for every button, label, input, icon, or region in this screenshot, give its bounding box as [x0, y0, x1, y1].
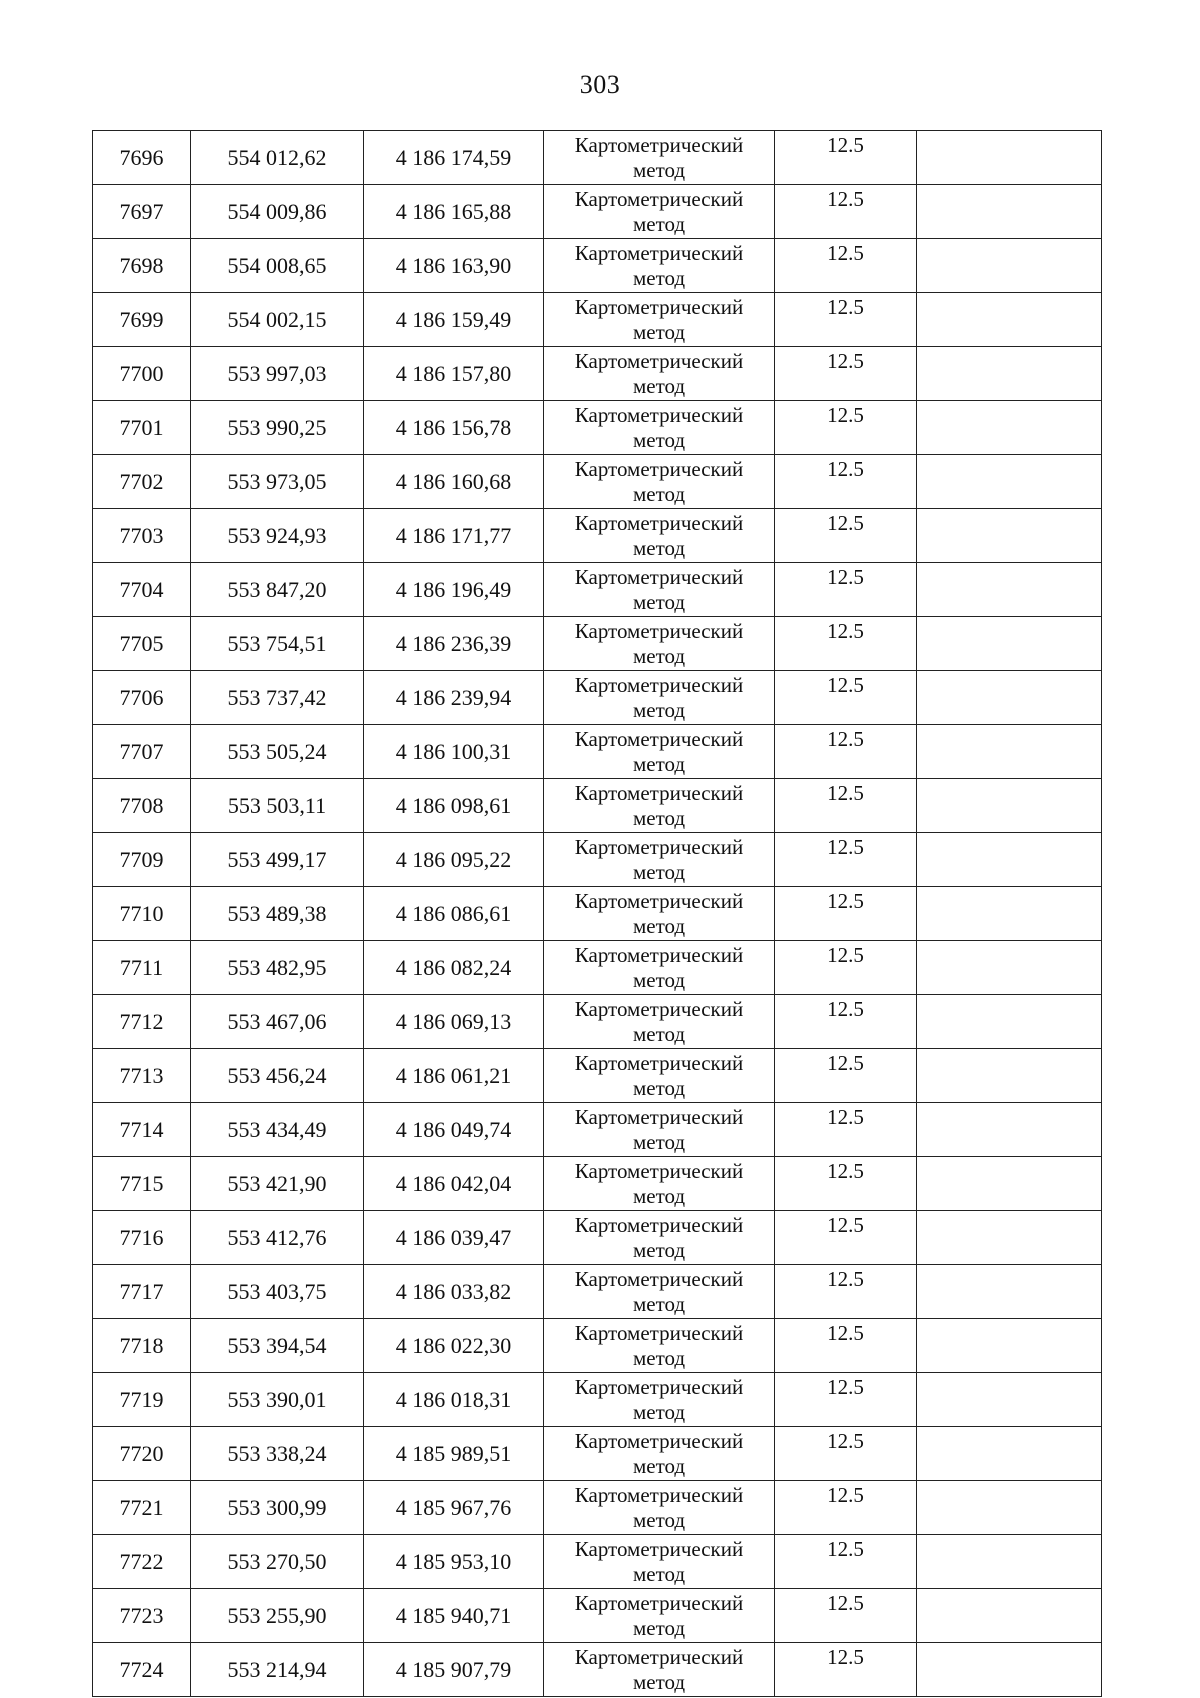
- point-number-cell: 7704: [93, 563, 191, 617]
- note-cell: [917, 1319, 1102, 1373]
- method-line2: метод: [632, 590, 686, 614]
- point-number-cell: 7707: [93, 725, 191, 779]
- note-cell: [917, 1427, 1102, 1481]
- method-cell: [544, 1481, 775, 1535]
- x-coordinate-cell: 553 754,51: [191, 617, 364, 671]
- x-coordinate-cell: 553 482,95: [191, 941, 364, 995]
- accuracy-cell: 12.5: [775, 725, 917, 779]
- accuracy-cell: 12.5: [775, 779, 917, 833]
- x-coordinate-cell: 553 255,90: [191, 1589, 364, 1643]
- x-coordinate-cell: 553 412,76: [191, 1211, 364, 1265]
- point-number-cell: 7711: [93, 941, 191, 995]
- method-cell: [544, 779, 775, 833]
- method-line1: Картометрический: [574, 295, 744, 319]
- method-cell: [544, 1535, 775, 1589]
- y-coordinate-cell: 4 186 171,77: [364, 509, 544, 563]
- x-coordinate-cell: 553 489,38: [191, 887, 364, 941]
- method-line2: метод: [632, 1454, 686, 1478]
- method-line1: Картометрический: [574, 1375, 744, 1399]
- accuracy-cell: 12.5: [775, 1589, 917, 1643]
- method-line1: Картометрический: [574, 1429, 744, 1453]
- method-line1: Картометрический: [574, 1159, 744, 1183]
- method-line2: метод: [632, 1508, 686, 1532]
- accuracy-cell: 12.5: [775, 671, 917, 725]
- method-cell: [544, 455, 775, 509]
- x-coordinate-cell: 554 012,62: [191, 131, 364, 185]
- method-cell: [544, 1427, 775, 1481]
- method-line1: Картометрический: [574, 1051, 744, 1075]
- accuracy-cell: 12.5: [775, 293, 917, 347]
- table-row: [93, 401, 1102, 455]
- note-cell: [917, 1481, 1102, 1535]
- y-coordinate-cell: 4 186 039,47: [364, 1211, 544, 1265]
- method-line1: Картометрический: [574, 187, 744, 211]
- accuracy-cell: 12.5: [775, 941, 917, 995]
- accuracy-cell: 12.5: [775, 455, 917, 509]
- method-line2: метод: [632, 266, 686, 290]
- x-coordinate-cell: 553 434,49: [191, 1103, 364, 1157]
- y-coordinate-cell: 4 186 033,82: [364, 1265, 544, 1319]
- method-line2: метод: [632, 212, 686, 236]
- method-line1: Картометрический: [574, 835, 744, 859]
- accuracy-cell: 12.5: [775, 1373, 917, 1427]
- note-cell: [917, 1157, 1102, 1211]
- accuracy-cell: 12.5: [775, 1643, 917, 1697]
- method-cell: [544, 833, 775, 887]
- accuracy-cell: 12.5: [775, 995, 917, 1049]
- point-number-cell: 7716: [93, 1211, 191, 1265]
- note-cell: [917, 401, 1102, 455]
- table-row: [93, 995, 1102, 1049]
- method-cell: [544, 1589, 775, 1643]
- x-coordinate-cell: 553 338,24: [191, 1427, 364, 1481]
- point-number-cell: 7714: [93, 1103, 191, 1157]
- y-coordinate-cell: 4 185 940,71: [364, 1589, 544, 1643]
- method-line2: метод: [632, 1562, 686, 1586]
- method-line2: метод: [632, 644, 686, 668]
- method-cell: [544, 1373, 775, 1427]
- method-line2: метод: [632, 806, 686, 830]
- method-line1: Картометрический: [574, 349, 744, 373]
- note-cell: [917, 1103, 1102, 1157]
- method-line1: Картометрический: [574, 1483, 744, 1507]
- y-coordinate-cell: 4 186 196,49: [364, 563, 544, 617]
- method-cell: [544, 1211, 775, 1265]
- method-cell: [544, 239, 775, 293]
- method-line1: Картометрический: [574, 619, 744, 643]
- method-line2: метод: [632, 1616, 686, 1640]
- table-row: [93, 941, 1102, 995]
- point-number-cell: 7720: [93, 1427, 191, 1481]
- method-line2: метод: [632, 860, 686, 884]
- table-row: [93, 185, 1102, 239]
- point-number-cell: 7699: [93, 293, 191, 347]
- point-number-cell: 7719: [93, 1373, 191, 1427]
- method-line2: метод: [632, 482, 686, 506]
- method-line1: Картометрический: [574, 511, 744, 535]
- y-coordinate-cell: 4 186 069,13: [364, 995, 544, 1049]
- y-coordinate-cell: 4 186 082,24: [364, 941, 544, 995]
- y-coordinate-cell: 4 186 061,21: [364, 1049, 544, 1103]
- table-row: [93, 1481, 1102, 1535]
- table-row: [93, 1535, 1102, 1589]
- x-coordinate-cell: 553 990,25: [191, 401, 364, 455]
- method-line2: метод: [632, 914, 686, 938]
- accuracy-cell: 12.5: [775, 401, 917, 455]
- point-number-cell: 7703: [93, 509, 191, 563]
- method-cell: [544, 131, 775, 185]
- note-cell: [917, 1049, 1102, 1103]
- method-cell: [544, 185, 775, 239]
- method-cell: [544, 725, 775, 779]
- y-coordinate-cell: 4 185 989,51: [364, 1427, 544, 1481]
- method-cell: [544, 401, 775, 455]
- point-number-cell: 7702: [93, 455, 191, 509]
- method-line2: метод: [632, 1022, 686, 1046]
- y-coordinate-cell: 4 186 160,68: [364, 455, 544, 509]
- method-line2: метод: [632, 752, 686, 776]
- note-cell: [917, 941, 1102, 995]
- table-row: [93, 833, 1102, 887]
- method-line1: Картометрический: [574, 997, 744, 1021]
- method-line1: Картометрический: [574, 403, 744, 427]
- table-row: [93, 725, 1102, 779]
- accuracy-cell: 12.5: [775, 563, 917, 617]
- point-number-cell: 7701: [93, 401, 191, 455]
- x-coordinate-cell: 553 403,75: [191, 1265, 364, 1319]
- table-row: [93, 1049, 1102, 1103]
- note-cell: [917, 1265, 1102, 1319]
- method-cell: [544, 995, 775, 1049]
- table-row: [93, 1427, 1102, 1481]
- x-coordinate-cell: 553 390,01: [191, 1373, 364, 1427]
- table-row: [93, 1319, 1102, 1373]
- y-coordinate-cell: 4 186 049,74: [364, 1103, 544, 1157]
- x-coordinate-cell: 553 503,11: [191, 779, 364, 833]
- table-row: [93, 887, 1102, 941]
- note-cell: [917, 1211, 1102, 1265]
- accuracy-cell: 12.5: [775, 131, 917, 185]
- point-number-cell: 7705: [93, 617, 191, 671]
- point-number-cell: 7706: [93, 671, 191, 725]
- accuracy-cell: 12.5: [775, 1157, 917, 1211]
- x-coordinate-cell: 553 214,94: [191, 1643, 364, 1697]
- method-line1: Картометрический: [574, 781, 744, 805]
- point-number-cell: 7712: [93, 995, 191, 1049]
- accuracy-cell: 12.5: [775, 1211, 917, 1265]
- y-coordinate-cell: 4 186 157,80: [364, 347, 544, 401]
- note-cell: [917, 239, 1102, 293]
- method-line2: метод: [632, 536, 686, 560]
- table-row: [93, 563, 1102, 617]
- method-line2: метод: [632, 968, 686, 992]
- method-line2: метод: [632, 158, 686, 182]
- method-line1: Картометрический: [574, 943, 744, 967]
- x-coordinate-cell: 553 997,03: [191, 347, 364, 401]
- method-cell: [544, 563, 775, 617]
- table-row: [93, 455, 1102, 509]
- note-cell: [917, 455, 1102, 509]
- method-line1: Картометрический: [574, 673, 744, 697]
- note-cell: [917, 617, 1102, 671]
- accuracy-cell: 12.5: [775, 1319, 917, 1373]
- method-line2: метод: [632, 374, 686, 398]
- method-line1: Картометрический: [574, 1105, 744, 1129]
- x-coordinate-cell: 554 009,86: [191, 185, 364, 239]
- accuracy-cell: 12.5: [775, 347, 917, 401]
- table-row: [93, 1265, 1102, 1319]
- x-coordinate-cell: 553 467,06: [191, 995, 364, 1049]
- method-cell: [544, 1319, 775, 1373]
- note-cell: [917, 779, 1102, 833]
- x-coordinate-cell: 553 421,90: [191, 1157, 364, 1211]
- table-row: [93, 239, 1102, 293]
- method-cell: [544, 1265, 775, 1319]
- y-coordinate-cell: 4 186 174,59: [364, 131, 544, 185]
- table-row: [93, 1103, 1102, 1157]
- method-cell: [544, 293, 775, 347]
- table-row: [93, 131, 1102, 185]
- point-number-cell: 7708: [93, 779, 191, 833]
- table-row: [93, 293, 1102, 347]
- coordinates-table: [92, 130, 1102, 1697]
- x-coordinate-cell: 553 924,93: [191, 509, 364, 563]
- point-number-cell: 7697: [93, 185, 191, 239]
- point-number-cell: 7715: [93, 1157, 191, 1211]
- method-line2: метод: [632, 1076, 686, 1100]
- x-coordinate-cell: 553 394,54: [191, 1319, 364, 1373]
- method-cell: [544, 941, 775, 995]
- accuracy-cell: 12.5: [775, 185, 917, 239]
- point-number-cell: 7709: [93, 833, 191, 887]
- note-cell: [917, 887, 1102, 941]
- x-coordinate-cell: 553 737,42: [191, 671, 364, 725]
- x-coordinate-cell: 554 008,65: [191, 239, 364, 293]
- point-number-cell: 7722: [93, 1535, 191, 1589]
- method-line2: метод: [632, 1238, 686, 1262]
- accuracy-cell: 12.5: [775, 1103, 917, 1157]
- y-coordinate-cell: 4 186 236,39: [364, 617, 544, 671]
- x-coordinate-cell: 553 505,24: [191, 725, 364, 779]
- y-coordinate-cell: 4 185 907,79: [364, 1643, 544, 1697]
- method-line1: Картометрический: [574, 457, 744, 481]
- x-coordinate-cell: 553 973,05: [191, 455, 364, 509]
- table-row: [93, 1157, 1102, 1211]
- method-line1: Картометрический: [574, 1645, 744, 1669]
- method-line2: метод: [632, 1130, 686, 1154]
- point-number-cell: 7724: [93, 1643, 191, 1697]
- note-cell: [917, 725, 1102, 779]
- table-row: [93, 1211, 1102, 1265]
- y-coordinate-cell: 4 186 086,61: [364, 887, 544, 941]
- table-row: [93, 1643, 1102, 1697]
- y-coordinate-cell: 4 186 159,49: [364, 293, 544, 347]
- note-cell: [917, 185, 1102, 239]
- point-number-cell: 7717: [93, 1265, 191, 1319]
- y-coordinate-cell: 4 185 953,10: [364, 1535, 544, 1589]
- method-cell: [544, 509, 775, 563]
- note-cell: [917, 293, 1102, 347]
- point-number-cell: 7696: [93, 131, 191, 185]
- y-coordinate-cell: 4 186 095,22: [364, 833, 544, 887]
- accuracy-cell: 12.5: [775, 833, 917, 887]
- accuracy-cell: 12.5: [775, 1481, 917, 1535]
- x-coordinate-cell: 553 456,24: [191, 1049, 364, 1103]
- x-coordinate-cell: 553 499,17: [191, 833, 364, 887]
- accuracy-cell: 12.5: [775, 617, 917, 671]
- method-cell: [544, 671, 775, 725]
- table-row: [93, 1589, 1102, 1643]
- method-line1: Картометрический: [574, 241, 744, 265]
- method-line1: Картометрический: [574, 1537, 744, 1561]
- y-coordinate-cell: 4 186 156,78: [364, 401, 544, 455]
- table-row: [93, 347, 1102, 401]
- method-cell: [544, 887, 775, 941]
- accuracy-cell: 12.5: [775, 1049, 917, 1103]
- note-cell: [917, 563, 1102, 617]
- accuracy-cell: 12.5: [775, 1265, 917, 1319]
- note-cell: [917, 671, 1102, 725]
- y-coordinate-cell: 4 185 967,76: [364, 1481, 544, 1535]
- y-coordinate-cell: 4 186 042,04: [364, 1157, 544, 1211]
- note-cell: [917, 1535, 1102, 1589]
- method-cell: [544, 617, 775, 671]
- y-coordinate-cell: 4 186 018,31: [364, 1373, 544, 1427]
- note-cell: [917, 1589, 1102, 1643]
- note-cell: [917, 1643, 1102, 1697]
- method-cell: [544, 1049, 775, 1103]
- x-coordinate-cell: 554 002,15: [191, 293, 364, 347]
- method-line2: метод: [632, 1670, 686, 1694]
- accuracy-cell: 12.5: [775, 1427, 917, 1481]
- page-number: 303: [579, 70, 621, 99]
- y-coordinate-cell: 4 186 165,88: [364, 185, 544, 239]
- x-coordinate-cell: 553 300,99: [191, 1481, 364, 1535]
- note-cell: [917, 1373, 1102, 1427]
- y-coordinate-cell: 4 186 163,90: [364, 239, 544, 293]
- coordinates-table-body: [93, 131, 1102, 1697]
- table-row: [93, 671, 1102, 725]
- note-cell: [917, 833, 1102, 887]
- note-cell: [917, 995, 1102, 1049]
- y-coordinate-cell: 4 186 100,31: [364, 725, 544, 779]
- point-number-cell: 7713: [93, 1049, 191, 1103]
- point-number-cell: 7698: [93, 239, 191, 293]
- point-number-cell: 7723: [93, 1589, 191, 1643]
- method-cell: [544, 1643, 775, 1697]
- method-line1: Картометрический: [574, 1591, 744, 1615]
- note-cell: [917, 131, 1102, 185]
- note-cell: [917, 347, 1102, 401]
- y-coordinate-cell: 4 186 022,30: [364, 1319, 544, 1373]
- method-cell: [544, 347, 775, 401]
- y-coordinate-cell: 4 186 098,61: [364, 779, 544, 833]
- accuracy-cell: 12.5: [775, 239, 917, 293]
- method-cell: [544, 1103, 775, 1157]
- table-row: [93, 509, 1102, 563]
- method-line1: Картометрический: [574, 1213, 744, 1237]
- table-row: [93, 617, 1102, 671]
- point-number-cell: 7721: [93, 1481, 191, 1535]
- method-line1: Картометрический: [574, 889, 744, 913]
- point-number-cell: 7718: [93, 1319, 191, 1373]
- y-coordinate-cell: 4 186 239,94: [364, 671, 544, 725]
- method-line1: Картометрический: [574, 1267, 744, 1291]
- method-line2: метод: [632, 1346, 686, 1370]
- method-line1: Картометрический: [574, 1321, 744, 1345]
- method-line2: метод: [632, 1400, 686, 1424]
- table-row: [93, 779, 1102, 833]
- table-row: [93, 1373, 1102, 1427]
- method-line2: метод: [632, 1184, 686, 1208]
- method-line2: метод: [632, 428, 686, 452]
- method-line1: Картометрический: [574, 133, 744, 157]
- method-cell: [544, 1157, 775, 1211]
- method-line2: метод: [632, 1292, 686, 1316]
- method-line2: метод: [632, 320, 686, 344]
- point-number-cell: 7700: [93, 347, 191, 401]
- method-line1: Картометрический: [574, 565, 744, 589]
- note-cell: [917, 509, 1102, 563]
- accuracy-cell: 12.5: [775, 1535, 917, 1589]
- method-line2: метод: [632, 698, 686, 722]
- accuracy-cell: 12.5: [775, 509, 917, 563]
- accuracy-cell: 12.5: [775, 887, 917, 941]
- x-coordinate-cell: 553 270,50: [191, 1535, 364, 1589]
- method-line1: Картометрический: [574, 727, 744, 751]
- point-number-cell: 7710: [93, 887, 191, 941]
- x-coordinate-cell: 553 847,20: [191, 563, 364, 617]
